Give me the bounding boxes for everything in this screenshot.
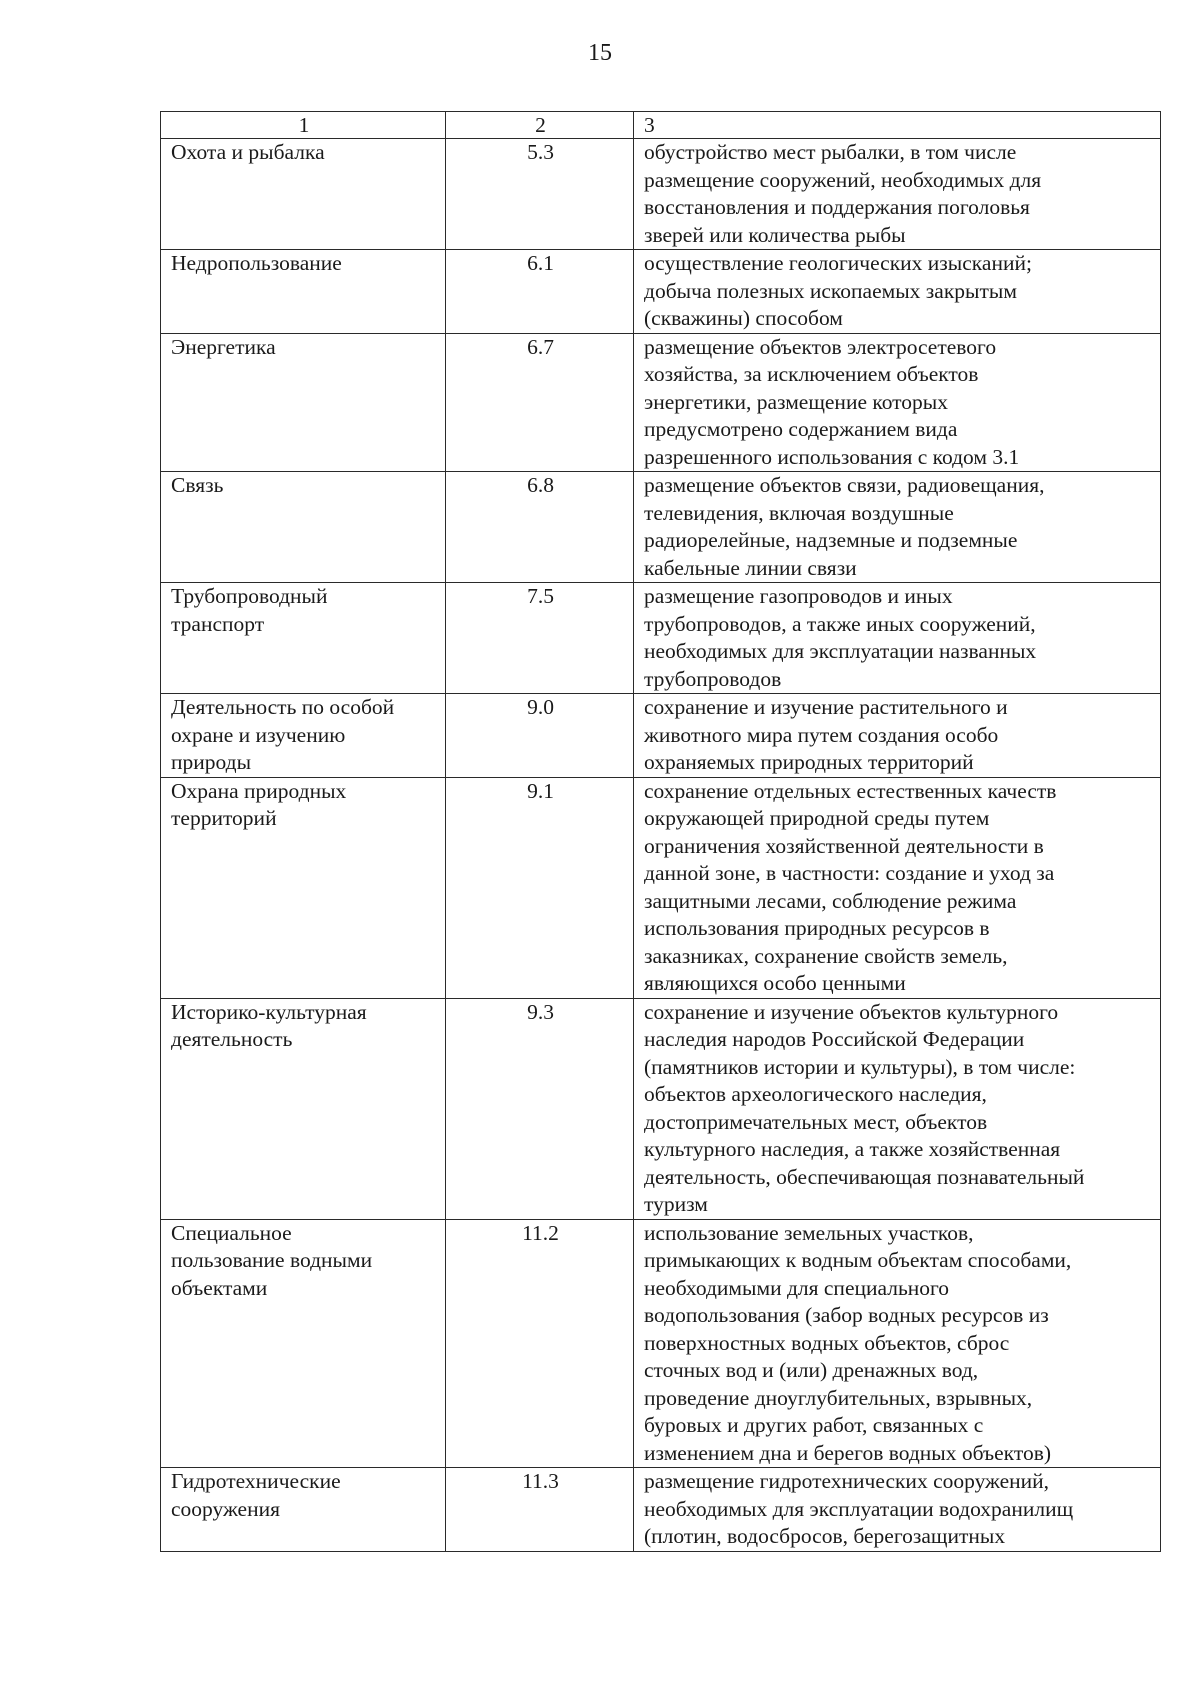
table-row bbox=[161, 694, 1161, 778]
row-code: 7.5 bbox=[446, 583, 634, 694]
row-code: 11.2 bbox=[446, 1219, 634, 1468]
table-row bbox=[161, 1468, 1161, 1552]
column-header-1: 1 bbox=[161, 112, 446, 139]
row-description: обустройство мест рыбалки, в том числе размещение сооружений, необходимых для восстановления и поддержания поголовья зверей или количества рыбы bbox=[634, 139, 1161, 250]
row-name: Гидротехнические сооружения bbox=[161, 1468, 446, 1552]
row-description: размещение гидротехнических сооружений, необходимых для эксплуатации водохранилищ (плотин, водосбросов, берегозащитных bbox=[634, 1468, 1161, 1552]
row-code: 6.1 bbox=[446, 250, 634, 334]
row-description: осуществление геологических изысканий; добыча полезных ископаемых закрытым (скважины) способом bbox=[634, 250, 1161, 334]
row-code: 11.3 bbox=[446, 1468, 634, 1552]
row-description: размещение объектов электросетевого хозяйства, за исключением объектов энергетики, размещение которых предусмотрено содержанием вида разрешенного использования с кодом 3.1 bbox=[634, 333, 1161, 472]
row-code: 9.0 bbox=[446, 694, 634, 778]
table-row bbox=[161, 777, 1161, 998]
row-description: размещение газопроводов и иных трубопроводов, а также иных сооружений, необходимых для эксплуатации названных трубопроводов bbox=[634, 583, 1161, 694]
table-row bbox=[161, 583, 1161, 694]
table-row bbox=[161, 250, 1161, 334]
row-name: Охота и рыбалка bbox=[161, 139, 446, 250]
row-name: Охрана природных территорий bbox=[161, 777, 446, 998]
table-header-row bbox=[161, 112, 1161, 139]
row-name: Историко-культурная деятельность bbox=[161, 998, 446, 1219]
column-header-2: 2 bbox=[446, 112, 634, 139]
table-row bbox=[161, 333, 1161, 472]
column-header-3: 3 bbox=[634, 112, 1161, 139]
table-row bbox=[161, 1219, 1161, 1468]
table-row bbox=[161, 472, 1161, 583]
land-use-table bbox=[160, 111, 1161, 1552]
row-description: сохранение и изучение объектов культурного наследия народов Российской Федерации (памятников истории и культуры), в том числе: объектов археологического наследия, достопримечательных мест, объектов культурного наследия, а также хозяйственная деятельность, обеспечивающая познавательный туризм bbox=[634, 998, 1161, 1219]
table-row bbox=[161, 998, 1161, 1219]
row-name: Недропользование bbox=[161, 250, 446, 334]
row-description: сохранение отдельных естественных качеств окружающей природной среды путем ограничения хозяйственной деятельности в данной зоне, в частности: создание и уход за защитными лесами, соблюдение режима использования природных ресурсов в заказниках, сохранение свойств земель, являющихся особо ценными bbox=[634, 777, 1161, 998]
table-row bbox=[161, 139, 1161, 250]
page-number: 15 bbox=[588, 40, 612, 66]
row-description: сохранение и изучение растительного и животного мира путем создания особо охраняемых природных территорий bbox=[634, 694, 1161, 778]
row-name: Деятельность по особой охране и изучению природы bbox=[161, 694, 446, 778]
row-code: 9.1 bbox=[446, 777, 634, 998]
row-description: использование земельных участков, примыкающих к водным объектам способами, необходимыми для специального водопользования (забор водных ресурсов из поверхностных водных объектов, сброс сточных вод и (или) дренажных вод, проведение дноуглубительных, взрывных, буровых и других работ, связанных с изменением дна и берегов водных объектов) bbox=[634, 1219, 1161, 1468]
row-name: Связь bbox=[161, 472, 446, 583]
row-name: Трубопроводный транспорт bbox=[161, 583, 446, 694]
row-code: 6.7 bbox=[446, 333, 634, 472]
row-code: 6.8 bbox=[446, 472, 634, 583]
row-code: 9.3 bbox=[446, 998, 634, 1219]
row-description: размещение объектов связи, радиовещания, телевидения, включая воздушные радиорелейные, надземные и подземные кабельные линии связи bbox=[634, 472, 1161, 583]
row-name: Специальное пользование водными объектами bbox=[161, 1219, 446, 1468]
row-name: Энергетика bbox=[161, 333, 446, 472]
row-code: 5.3 bbox=[446, 139, 634, 250]
